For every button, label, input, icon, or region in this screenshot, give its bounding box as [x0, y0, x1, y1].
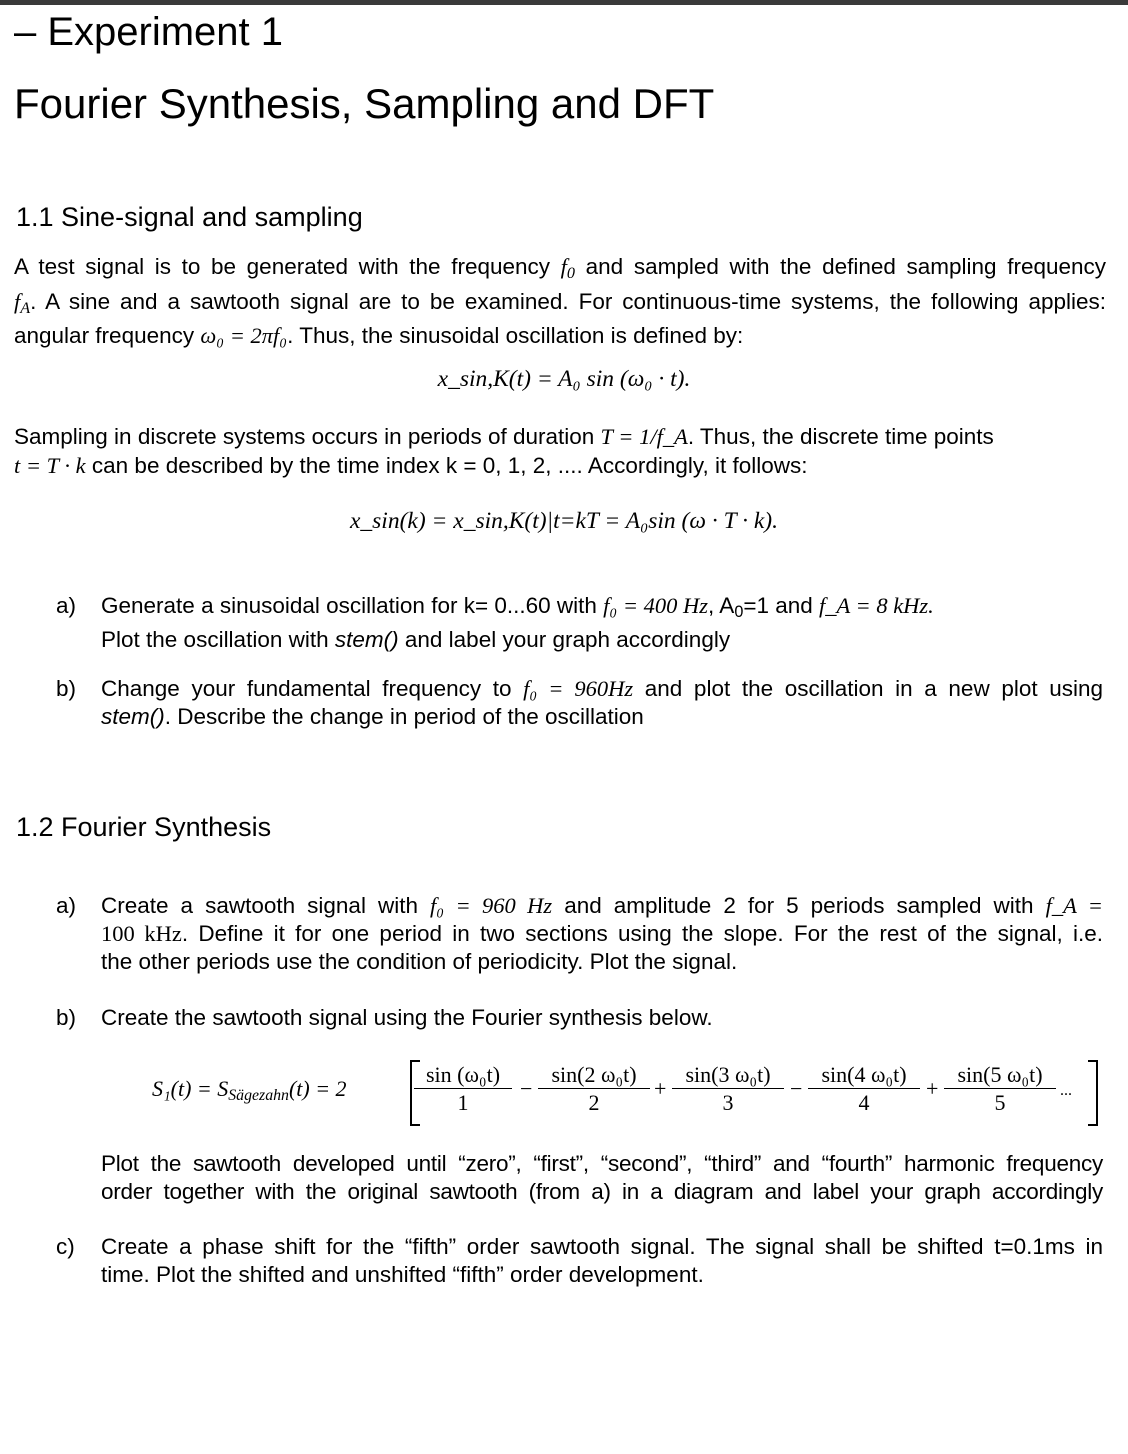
task-line-2: time. Plot the shifted and unshifted “fifth” order development. — [101, 1262, 704, 1287]
right-bracket — [1088, 1060, 1098, 1126]
document-title: Fourier Synthesis, Sampling and DFT — [14, 80, 715, 127]
task-line-1: Create a sawtooth signal with f₀ = 960 Hz and amplitude 2 for 5 periods sampled with f_A = — [101, 893, 1103, 918]
fourier-synthesis-equation — [152, 1056, 1112, 1128]
fourier-term-1: $\frac{\text{sin (ω₀t)}}{1}$ — [414, 1062, 512, 1117]
fourier-term-5: $\frac{\text{sin(5 ω₀t)}}{5}$ — [944, 1062, 1056, 1117]
operator-minus: − — [520, 1076, 533, 1101]
task-label: a) — [56, 593, 77, 618]
task-line-1: Create the sawtooth signal using the Fourier synthesis below. — [101, 1005, 713, 1030]
operator-plus: + — [926, 1076, 939, 1101]
fourier-lhs: $S_1(t) = S_{Sägezahn}(t) = 2$ — [152, 1076, 347, 1104]
sampling-line-1: Sampling in discrete systems occurs in periods of duration T = 1/f_A. Thus, the discrete time points — [14, 424, 994, 449]
task-line-2: 100 kHz. Define it for one period in two sections using the slope. For the rest of the signal, i.e. — [101, 921, 1103, 946]
intro-line-3: angular frequency ω₀ = 2πf₀. Thus, the sinusoidal oscillation is defined by: — [14, 323, 744, 349]
top-rule — [0, 0, 1128, 5]
equation-discrete: x_sin(k) = x_sin,K(t)|t=kT = A₀sin (ω · T · k). — [349, 508, 778, 534]
task-line-2: order together with the original sawtooth (from a) in a diagram and label your graph accordingly — [101, 1179, 1103, 1204]
intro-line-1: A test signal is to be generated with the frequency $f_0$ and sampled with the defined sampling frequency — [14, 254, 1107, 283]
task-line-2: stem(). Describe the change in period of the oscillation — [101, 704, 644, 729]
fourier-term-4: $\frac{\text{sin(4 ω₀t)}}{4}$ — [808, 1062, 920, 1117]
task-line-1: Plot the sawtooth developed until “zero”, “first”, “second”, “third” and “fourth” harmonic frequency — [101, 1151, 1103, 1176]
fourier-term-3: $\frac{\text{sin(3 ω₀t)}}{3}$ — [672, 1062, 784, 1117]
equation-sine: x_sin,K(t) = A₀ sin (ω₀ · t). — [437, 366, 691, 392]
ellipsis: ... — [1060, 1082, 1072, 1099]
task-label: a) — [56, 893, 77, 918]
task-line-1: Create a phase shift for the “fifth” order sawtooth signal. The signal shall be shifted t=0.1ms in — [101, 1234, 1103, 1259]
sampling-paragraph — [14, 423, 1106, 480]
section-heading-1-2: 1.2 Fourier Synthesis — [16, 812, 272, 842]
task-line-1: Change your fundamental frequency to f₀ = 960Hz and plot the oscillation in a new plot using — [101, 676, 1104, 701]
task-label: c) — [56, 1234, 75, 1259]
operator-minus: − — [790, 1076, 803, 1101]
intro-paragraph — [14, 253, 1106, 351]
operator-plus: + — [654, 1076, 667, 1101]
section-heading-1-1: 1.1 Sine-signal and sampling — [16, 202, 363, 232]
intro-line-2: $f_A$. A sine and a sawtooth signal are to be examined. For continuous-time systems, the following applies: — [14, 288, 1106, 317]
task-line-1: Generate a sinusoidal oscillation for k= 0...60 with f₀ = 400 Hz, A0=1 and f_A = 8 kHz. — [101, 593, 934, 622]
task-line-2: Plot the oscillation with stem() and label your graph accordingly — [101, 627, 731, 653]
task-label: b) — [56, 1005, 77, 1030]
sampling-line-2: t = T · k can be described by the time index k = 0, 1, 2, .... Accordingly, it follows: — [14, 452, 808, 478]
experiment-heading: – Experiment 1 — [14, 10, 284, 54]
task-line-3: the other periods use the condition of periodicity. Plot the signal. — [101, 949, 738, 974]
task-label: b) — [56, 676, 77, 701]
fourier-term-2: $\frac{\text{sin(2 ω₀t)}}{2}$ — [538, 1062, 650, 1117]
